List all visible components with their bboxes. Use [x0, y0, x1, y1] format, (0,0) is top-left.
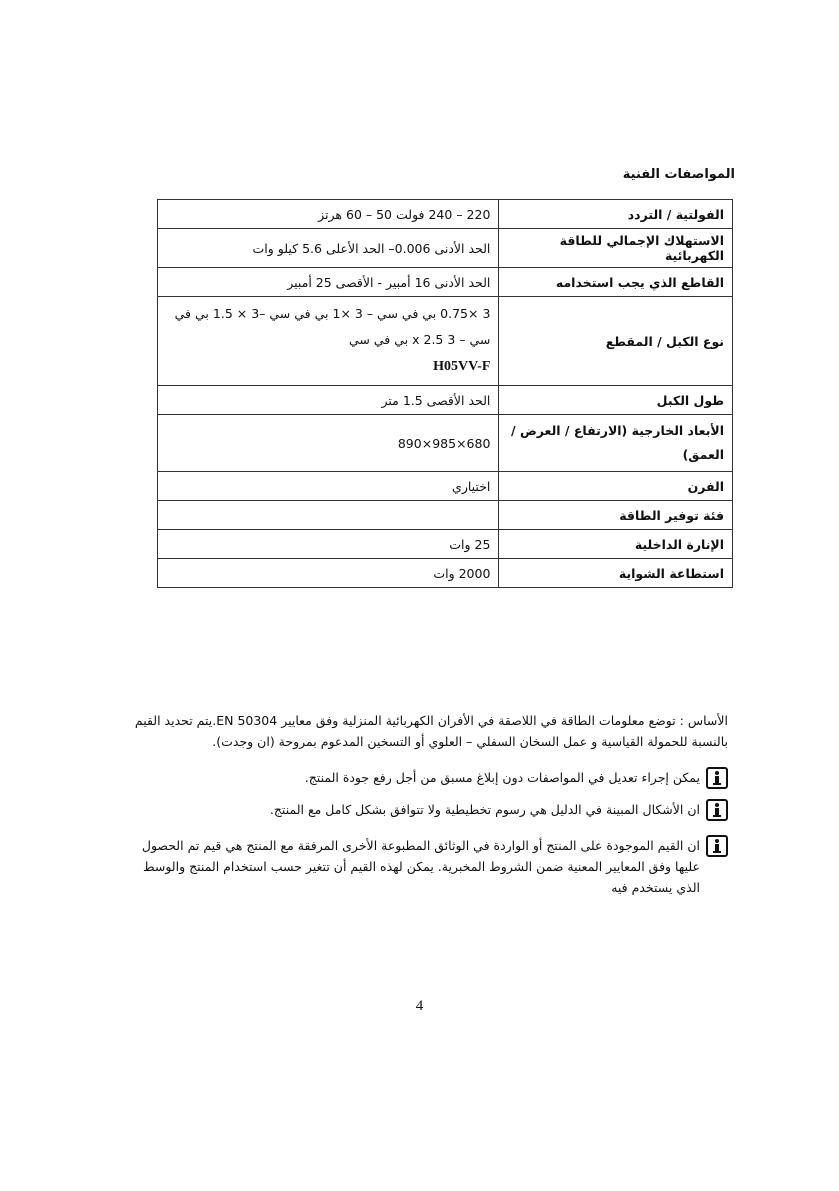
table-row [158, 386, 733, 415]
table-row [158, 530, 733, 559]
spec-label: نوع الكبل / المقطع [499, 297, 733, 386]
spec-label: القاطع الذي يجب استخدامه [499, 268, 733, 297]
info-icon [706, 767, 728, 789]
spec-value: 680×985×890 [158, 415, 499, 472]
spec-label: طول الكبل [499, 386, 733, 415]
cable-type-line: 3 ×0.75 بي في سي – 3 ×1 بي في سي –3 × 1.5 بي في [174, 306, 491, 321]
cable-type-line: سي – 3 x 2.5 بي في سي [349, 332, 491, 347]
spec-value: 2000 وات [158, 559, 499, 588]
table-row [158, 501, 733, 530]
spec-value: الحد الأقصى 1.5 متر [158, 386, 499, 415]
page-title: المواصفات الفنية [622, 167, 735, 182]
info-note-text: ان الأشكال المبينة في الدليل هي رسوم تخطيطية ولا تتوافق بشكل كامل مع المنتج. [269, 802, 700, 817]
spec-value [158, 501, 499, 530]
spec-label: الفرن [499, 472, 733, 501]
info-icon [706, 799, 728, 821]
spec-label: الاستهلاك الإجمالي للطاقة الكهربائية [499, 229, 733, 268]
table-row [158, 559, 733, 588]
table-row [158, 200, 733, 229]
spec-value [158, 297, 499, 386]
spec-value: اختياري [158, 472, 499, 501]
spec-label: الأبعاد الخارجية (الارتفاع / العرض /العمق) [499, 415, 733, 472]
spec-value: 25 وات [158, 530, 499, 559]
info-note-2 [134, 799, 728, 821]
cable-model: H05VV-F [433, 359, 491, 374]
spec-value: الحد الأدنى 16 أمبير - الأقصى 25 أمبير [158, 268, 499, 297]
spec-label: فئة توفير الطاقة [499, 501, 733, 530]
info-note-text: ان القيم الموجودة على المنتج أو الواردة في الوثائق المطبوعة الأخرى المرفقة مع المنتج هي قيم تم الحصول عليها وفق المعايير المعنية ضمن الشروط المخبرية. يمكن لهذه القيم أن تتغير حسب استخدام المنتج والوسط الذي يستخدم فيه [141, 838, 700, 895]
table-row [158, 229, 733, 268]
table-row [158, 268, 733, 297]
spec-label: الفولتية / التردد [499, 200, 733, 229]
table-row [158, 297, 733, 386]
basis-note: الأساس : توضع معلومات الطاقة في اللاصقة في الأفران الكهربائية المنزلية وفق معايير EN 50304.يتم تحديد القيم بالنسبة للحمولة القياسية و عمل السخان السفلي – العلوي أو التسخين المدعوم بمروحة (ان وجدت). [134, 713, 728, 749]
page-number: 4 [415, 998, 424, 1014]
spec-label: الإنارة الداخلية [499, 530, 733, 559]
info-note-text: يمكن إجراء تعديل في المواصفات دون إبلاغ مسبق من أجل رفع جودة المنتج. [304, 770, 700, 785]
table-row [158, 415, 733, 472]
spec-value: 220 – 240 فولت 50 – 60 هرتز [158, 200, 499, 229]
info-note-1 [134, 767, 728, 789]
info-note-3 [134, 835, 728, 898]
table-row [158, 472, 733, 501]
spec-label: استطاعة الشواية [499, 559, 733, 588]
specifications-table [157, 199, 733, 588]
info-icon [706, 835, 728, 857]
spec-value: الحد الأدنى 0.006– الحد الأعلى 5.6 كيلو وات [158, 229, 499, 268]
